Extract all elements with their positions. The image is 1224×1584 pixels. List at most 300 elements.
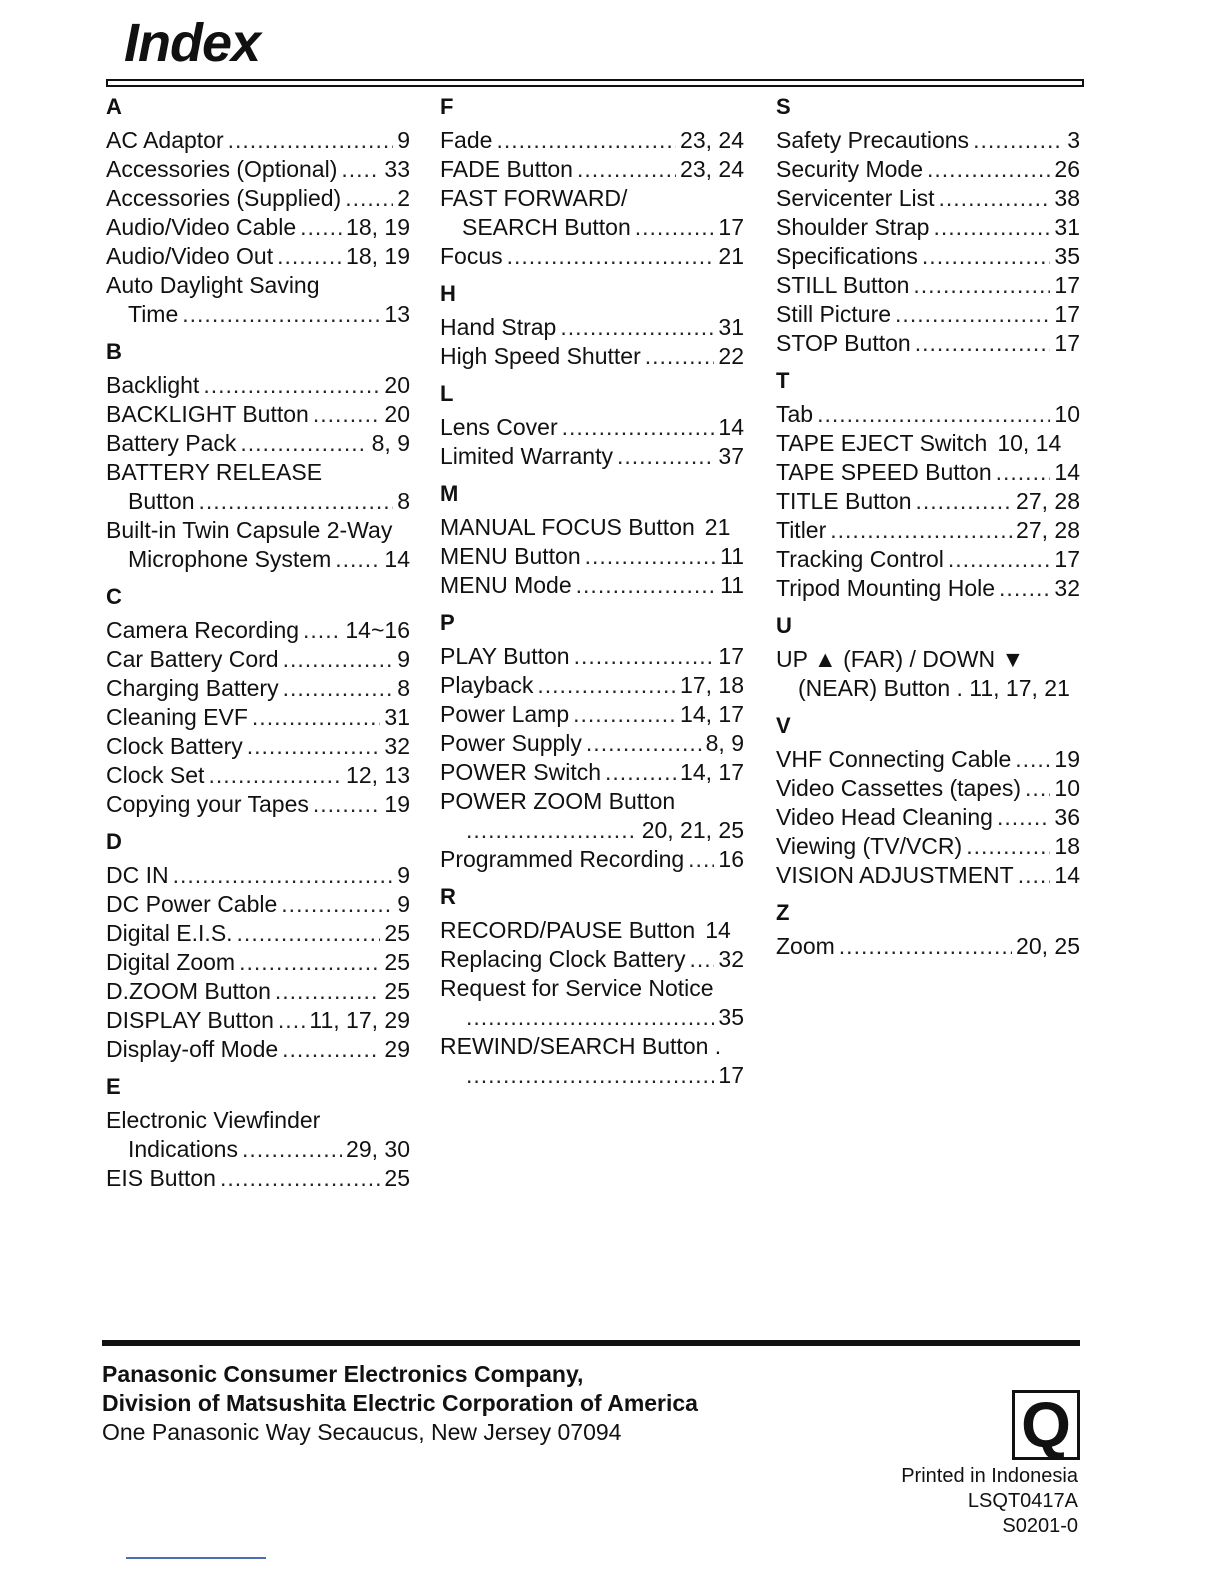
entry-pages: 18, 19 — [346, 243, 410, 269]
index-entry — [440, 342, 744, 371]
index-entry — [776, 329, 1080, 358]
entry-pages: 17 — [1054, 272, 1080, 298]
entry-term: BACKLIGHT Button — [106, 401, 309, 427]
entry-term: Hand Strap — [440, 314, 557, 340]
leader-dots — [466, 1003, 714, 1032]
leader-dots — [605, 758, 676, 787]
leader-dots — [996, 458, 1051, 487]
entry-term: Clock Battery — [106, 733, 243, 759]
section-letter: V — [776, 713, 791, 738]
entry-term: RECORD/PAUSE Button — [440, 917, 696, 943]
index-entry — [440, 642, 744, 671]
index-entry — [440, 513, 744, 542]
entry-term: Cleaning EVF — [106, 704, 248, 730]
entry-pages: 21 — [704, 514, 731, 540]
entry-pages: 8 — [397, 488, 410, 514]
index-entry — [440, 671, 744, 700]
entry-term: Tracking Control — [776, 546, 944, 572]
index-entry — [776, 487, 1080, 516]
entry-pages: 11, 17, 29 — [309, 1007, 410, 1033]
entry-term: MANUAL FOCUS Button — [440, 514, 695, 540]
index-entry — [106, 1135, 410, 1164]
leader-dots — [283, 674, 394, 703]
entry-term: Copying your Tapes — [106, 791, 309, 817]
index-entry — [776, 645, 1080, 674]
section-letter: S — [776, 94, 791, 119]
index-section — [440, 279, 744, 371]
index-entry — [776, 745, 1080, 774]
leader-dots — [252, 703, 380, 732]
entry-pages: 8, 9 — [705, 730, 744, 756]
company-division: Division of Matsushita Electric Corporation of America — [102, 1390, 698, 1416]
index-entry — [106, 242, 410, 271]
index-entry — [106, 1106, 410, 1135]
entry-term: FADE Button — [440, 156, 573, 182]
index-entry — [440, 213, 744, 242]
entry-pages: 25 — [384, 1165, 410, 1191]
entry-term: Indications — [128, 1136, 238, 1162]
index-entry — [106, 400, 410, 429]
index-entry — [776, 242, 1080, 271]
index-entry — [776, 184, 1080, 213]
index-entry — [440, 155, 744, 184]
entry-term: Power Lamp — [440, 701, 570, 727]
entry-pages: 27, 28 — [1016, 517, 1080, 543]
section-letter: U — [776, 613, 792, 638]
leader-dots — [635, 213, 715, 242]
entry-term: Built-in Twin Capsule 2-Way — [106, 517, 393, 543]
entry-pages: 20 — [384, 401, 410, 427]
entry-pages: 14 — [384, 546, 410, 572]
entry-pages: 10 — [1054, 775, 1080, 801]
index-section — [106, 827, 410, 1064]
leader-dots — [507, 242, 715, 271]
index-entry — [776, 545, 1080, 574]
index-section — [440, 608, 744, 874]
leader-dots — [966, 832, 1050, 861]
bottom-underline — [126, 1557, 266, 1559]
leader-dots — [830, 516, 1012, 545]
leader-dots — [278, 1006, 305, 1035]
leader-dots — [916, 487, 1013, 516]
leader-dots — [1015, 745, 1050, 774]
index-entry — [440, 845, 744, 874]
leader-dots — [999, 574, 1050, 603]
entry-term: (NEAR) Button . 11, 17, 21 — [798, 675, 1070, 701]
leader-dots — [237, 919, 381, 948]
entry-pages: 14 — [1054, 459, 1080, 485]
leader-dots — [313, 400, 381, 429]
entry-term: Accessories (Optional) — [106, 156, 338, 182]
section-letter: A — [106, 94, 122, 119]
entry-pages: 31 — [718, 314, 744, 340]
index-entry — [440, 313, 744, 342]
company-block — [102, 1360, 698, 1447]
leader-dots — [560, 313, 714, 342]
leader-dots — [577, 155, 676, 184]
entry-pages: 38 — [1054, 185, 1080, 211]
leader-dots — [199, 487, 394, 516]
index-entry — [106, 155, 410, 184]
entry-term: Clock Set — [106, 762, 205, 788]
entry-term: DISPLAY Button — [106, 1007, 274, 1033]
index-entry — [106, 977, 410, 1006]
entry-pages: 9 — [397, 127, 410, 153]
section-letter: E — [106, 1074, 121, 1099]
index-entry — [106, 761, 410, 790]
index-entry — [106, 674, 410, 703]
entry-term: Lens Cover — [440, 414, 558, 440]
leader-dots — [277, 242, 342, 271]
entry-term: REWIND/SEARCH Button . — [440, 1033, 722, 1059]
entry-term: Programmed Recording — [440, 846, 685, 872]
index-entry — [776, 458, 1080, 487]
leader-dots — [228, 126, 394, 155]
index-entry — [106, 213, 410, 242]
entry-pages: 22 — [718, 343, 744, 369]
index-entry — [106, 371, 410, 400]
entry-pages: 9 — [397, 862, 410, 888]
index-entry — [776, 271, 1080, 300]
entry-pages: 14 — [1054, 862, 1080, 888]
index-entry — [776, 429, 1080, 458]
entry-term: Camera Recording — [106, 617, 300, 643]
entry-pages: 31 — [1054, 214, 1080, 240]
section-letter: T — [776, 368, 790, 393]
entry-term: PLAY Button — [440, 643, 570, 669]
entry-term: Shoulder Strap — [776, 214, 930, 240]
entry-pages: 31 — [384, 704, 410, 730]
entry-term: Playback — [440, 672, 534, 698]
entry-term: TAPE SPEED Button — [776, 459, 992, 485]
entry-term: Charging Battery — [106, 675, 279, 701]
entry-term: TAPE EJECT Switch — [776, 430, 988, 456]
entry-term: Zoom — [776, 933, 835, 959]
entry-term: Specifications — [776, 243, 918, 269]
index-entry — [776, 213, 1080, 242]
index-entry — [440, 126, 744, 155]
leader-dots — [220, 1164, 380, 1193]
leader-dots — [562, 413, 715, 442]
index-entry — [776, 574, 1080, 603]
entry-term: STILL Button — [776, 272, 910, 298]
index-entry — [776, 674, 1080, 703]
index-entry — [776, 126, 1080, 155]
entry-pages: 17 — [1054, 546, 1080, 572]
leader-dots — [948, 545, 1051, 574]
leader-dots — [573, 700, 676, 729]
entry-pages: 21 — [718, 243, 744, 269]
entry-pages: 20, 25 — [1016, 933, 1080, 959]
entry-term: Battery Pack — [106, 430, 237, 456]
leader-dots — [922, 242, 1050, 271]
index-entry — [106, 861, 410, 890]
leader-dots — [313, 790, 381, 819]
entry-term: MENU Button — [440, 543, 581, 569]
index-entry — [440, 1032, 744, 1061]
leader-dots — [617, 442, 714, 471]
leader-dots — [839, 932, 1012, 961]
index-entry — [776, 861, 1080, 890]
entry-pages: 23, 24 — [680, 156, 744, 182]
leader-dots — [303, 616, 341, 645]
index-entry — [776, 400, 1080, 429]
entry-pages: 9 — [397, 646, 410, 672]
leader-dots — [915, 329, 1051, 358]
index-column-1 — [106, 92, 410, 1193]
entry-pages: 18 — [1054, 833, 1080, 859]
leader-dots — [282, 1035, 380, 1064]
index-section — [440, 92, 744, 271]
entry-pages: 20, 21, 25 — [641, 817, 744, 843]
index-entry — [440, 729, 744, 758]
entry-pages: 25 — [384, 978, 410, 1004]
section-letter: F — [440, 94, 454, 119]
entry-term: DC IN — [106, 862, 169, 888]
leader-dots — [913, 271, 1050, 300]
leader-dots — [645, 342, 715, 371]
index-entry — [440, 1061, 744, 1090]
leader-dots — [341, 155, 380, 184]
entry-term: Backlight — [106, 372, 200, 398]
entry-term: Titler — [776, 517, 827, 543]
entry-pages: 8 — [397, 675, 410, 701]
entry-term: Replacing Clock Battery — [440, 946, 686, 972]
entry-pages: 35 — [1054, 243, 1080, 269]
leader-dots — [895, 300, 1050, 329]
index-entry — [106, 1035, 410, 1064]
entry-term: Digital Zoom — [106, 949, 236, 975]
entry-pages: 32 — [384, 733, 410, 759]
entry-pages: 20 — [384, 372, 410, 398]
entry-term: Accessories (Supplied) — [106, 185, 342, 211]
entry-pages: 10 — [1054, 401, 1080, 427]
entry-term: TITLE Button — [776, 488, 912, 514]
entry-pages: 37 — [718, 443, 744, 469]
index-entry — [106, 458, 410, 487]
entry-term: Limited Warranty — [440, 443, 613, 469]
leader-dots — [997, 803, 1050, 832]
index-section — [776, 366, 1080, 603]
leader-dots — [300, 213, 342, 242]
index-section — [106, 582, 410, 819]
leader-dots — [927, 155, 1050, 184]
entry-term: Fade — [440, 127, 493, 153]
entry-pages: 32 — [718, 946, 744, 972]
company-name: Panasonic Consumer Electronics Company, — [102, 1361, 584, 1387]
index-entry — [106, 271, 410, 300]
entry-pages: 9 — [397, 891, 410, 917]
entry-pages: 16 — [718, 846, 744, 872]
index-entry — [106, 429, 410, 458]
entry-pages: 3 — [1067, 127, 1080, 153]
leader-dots — [182, 300, 380, 329]
index-entry — [440, 1003, 744, 1032]
entry-pages: 32 — [1054, 575, 1080, 601]
entry-term: Electronic Viewfinder — [106, 1107, 321, 1133]
index-entry — [776, 300, 1080, 329]
index-entry — [440, 442, 744, 471]
index-entry — [106, 300, 410, 329]
entry-term: VHF Connecting Cable — [776, 746, 1012, 772]
leader-dots — [242, 1135, 342, 1164]
entry-term: Safety Precautions — [776, 127, 970, 153]
index-entry — [776, 516, 1080, 545]
entry-term: Focus — [440, 243, 503, 269]
entry-pages: 14, 17 — [680, 759, 744, 785]
index-section — [440, 479, 744, 600]
section-letter: L — [440, 381, 454, 406]
index-entry — [106, 1164, 410, 1193]
entry-pages: 17, 18 — [680, 672, 744, 698]
revision-code: S0201-0 — [1002, 1515, 1078, 1537]
entry-pages: 17 — [1054, 301, 1080, 327]
entry-pages: 17 — [718, 1062, 744, 1088]
entry-pages: 10, 14 — [997, 430, 1062, 456]
leader-dots — [817, 400, 1050, 429]
entry-term: POWER Switch — [440, 759, 602, 785]
section-letter: H — [440, 281, 456, 306]
index-entry — [106, 919, 410, 948]
index-entry — [440, 816, 744, 845]
index-entry — [776, 155, 1080, 184]
entry-pages: 35 — [718, 1004, 744, 1030]
entry-term: Digital E.I.S. — [106, 920, 233, 946]
leader-dots — [283, 645, 394, 674]
leader-dots — [247, 732, 381, 761]
leader-dots — [345, 184, 393, 213]
index-section — [106, 92, 410, 329]
entry-pages: 36 — [1054, 804, 1080, 830]
index-entry — [106, 948, 410, 977]
index-entry — [106, 732, 410, 761]
entry-pages: 23, 24 — [680, 127, 744, 153]
section-letter: Z — [776, 900, 790, 925]
entry-term: POWER ZOOM Button — [440, 788, 676, 814]
leader-dots — [585, 542, 717, 571]
entry-pages: 17 — [718, 214, 744, 240]
index-entry — [440, 974, 744, 1003]
index-section — [440, 379, 744, 471]
index-entry — [106, 184, 410, 213]
entry-pages: 33 — [384, 156, 410, 182]
index-entry — [106, 487, 410, 516]
entry-pages: 14 — [718, 414, 744, 440]
index-entry — [440, 542, 744, 571]
index-entry — [776, 932, 1080, 961]
entry-term: Tab — [776, 401, 814, 427]
entry-term: Security Mode — [776, 156, 924, 182]
index-section — [776, 898, 1080, 961]
entry-pages: 27, 28 — [1016, 488, 1080, 514]
leader-dots — [574, 642, 715, 671]
entry-term: High Speed Shutter — [440, 343, 641, 369]
index-entry — [776, 832, 1080, 861]
index-entry — [776, 774, 1080, 803]
index-entry — [106, 516, 410, 545]
index-section — [776, 92, 1080, 358]
index-column-2 — [440, 92, 744, 1090]
entry-term: Still Picture — [776, 301, 892, 327]
section-letter: C — [106, 584, 122, 609]
company-address: One Panasonic Way Secaucus, New Jersey 07094 — [102, 1419, 622, 1445]
index-entry — [106, 1006, 410, 1035]
entry-term: AC Adaptor — [106, 127, 224, 153]
entry-term: Video Head Cleaning — [776, 804, 993, 830]
leader-dots — [689, 945, 714, 974]
entry-term: Servicenter List — [776, 185, 935, 211]
entry-pages: 12, 13 — [346, 762, 410, 788]
entry-term: Request for Service Notice — [440, 975, 714, 1001]
leader-dots — [466, 816, 638, 845]
entry-term: Auto Daylight Saving — [106, 272, 320, 298]
entry-pages: 13 — [384, 301, 410, 327]
leader-dots — [576, 571, 716, 600]
entry-pages: 14~16 — [345, 617, 410, 643]
entry-term: UP ▲ (FAR) / DOWN ▼ — [776, 646, 1025, 672]
entry-term: D.ZOOM Button — [106, 978, 271, 1004]
entry-term: VISION ADJUSTMENT — [776, 862, 1014, 888]
index-section — [440, 882, 744, 1090]
entry-pages: 11 — [720, 572, 744, 598]
entry-term: Microphone System — [128, 546, 332, 572]
entry-pages: 14 — [705, 917, 731, 943]
title-rule — [106, 79, 1084, 87]
entry-term: FAST FORWARD/ — [440, 185, 628, 211]
index-entry — [776, 803, 1080, 832]
print-info — [901, 1464, 1078, 1539]
index-section — [106, 337, 410, 574]
leader-dots — [973, 126, 1063, 155]
leader-dots — [933, 213, 1050, 242]
entry-term: Display-off Mode — [106, 1036, 279, 1062]
leader-dots — [203, 371, 380, 400]
entry-term: Time — [128, 301, 179, 327]
index-column-3 — [776, 92, 1080, 961]
entry-pages: 18, 19 — [346, 214, 410, 240]
index-entry — [440, 945, 744, 974]
entry-term: Button — [128, 488, 195, 514]
index-entry — [440, 787, 744, 816]
page-title: Index — [124, 13, 261, 73]
index-entry — [440, 242, 744, 271]
entry-pages: 14, 17 — [680, 701, 744, 727]
entry-term: Car Battery Cord — [106, 646, 279, 672]
section-letter: P — [440, 610, 455, 635]
index-section — [776, 611, 1080, 703]
index-entry — [440, 758, 744, 787]
entry-pages: 11 — [720, 543, 744, 569]
section-letter: M — [440, 481, 459, 506]
section-letter: B — [106, 339, 122, 364]
entry-pages: 17 — [1054, 330, 1080, 356]
entry-pages: 25 — [384, 920, 410, 946]
entry-term: Audio/Video Out — [106, 243, 274, 269]
entry-pages: 29, 30 — [346, 1136, 410, 1162]
index-entry — [106, 616, 410, 645]
leader-dots — [335, 545, 380, 574]
index-section — [106, 1072, 410, 1193]
section-letter: R — [440, 884, 456, 909]
index-entry — [106, 703, 410, 732]
entry-pages: 8, 9 — [371, 430, 410, 456]
entry-term: SEARCH Button — [462, 214, 631, 240]
leader-dots — [688, 845, 714, 874]
leader-dots — [208, 761, 342, 790]
entry-term: Video Cassettes (tapes) — [776, 775, 1022, 801]
index-entry — [440, 571, 744, 600]
entry-pages: 26 — [1054, 156, 1080, 182]
